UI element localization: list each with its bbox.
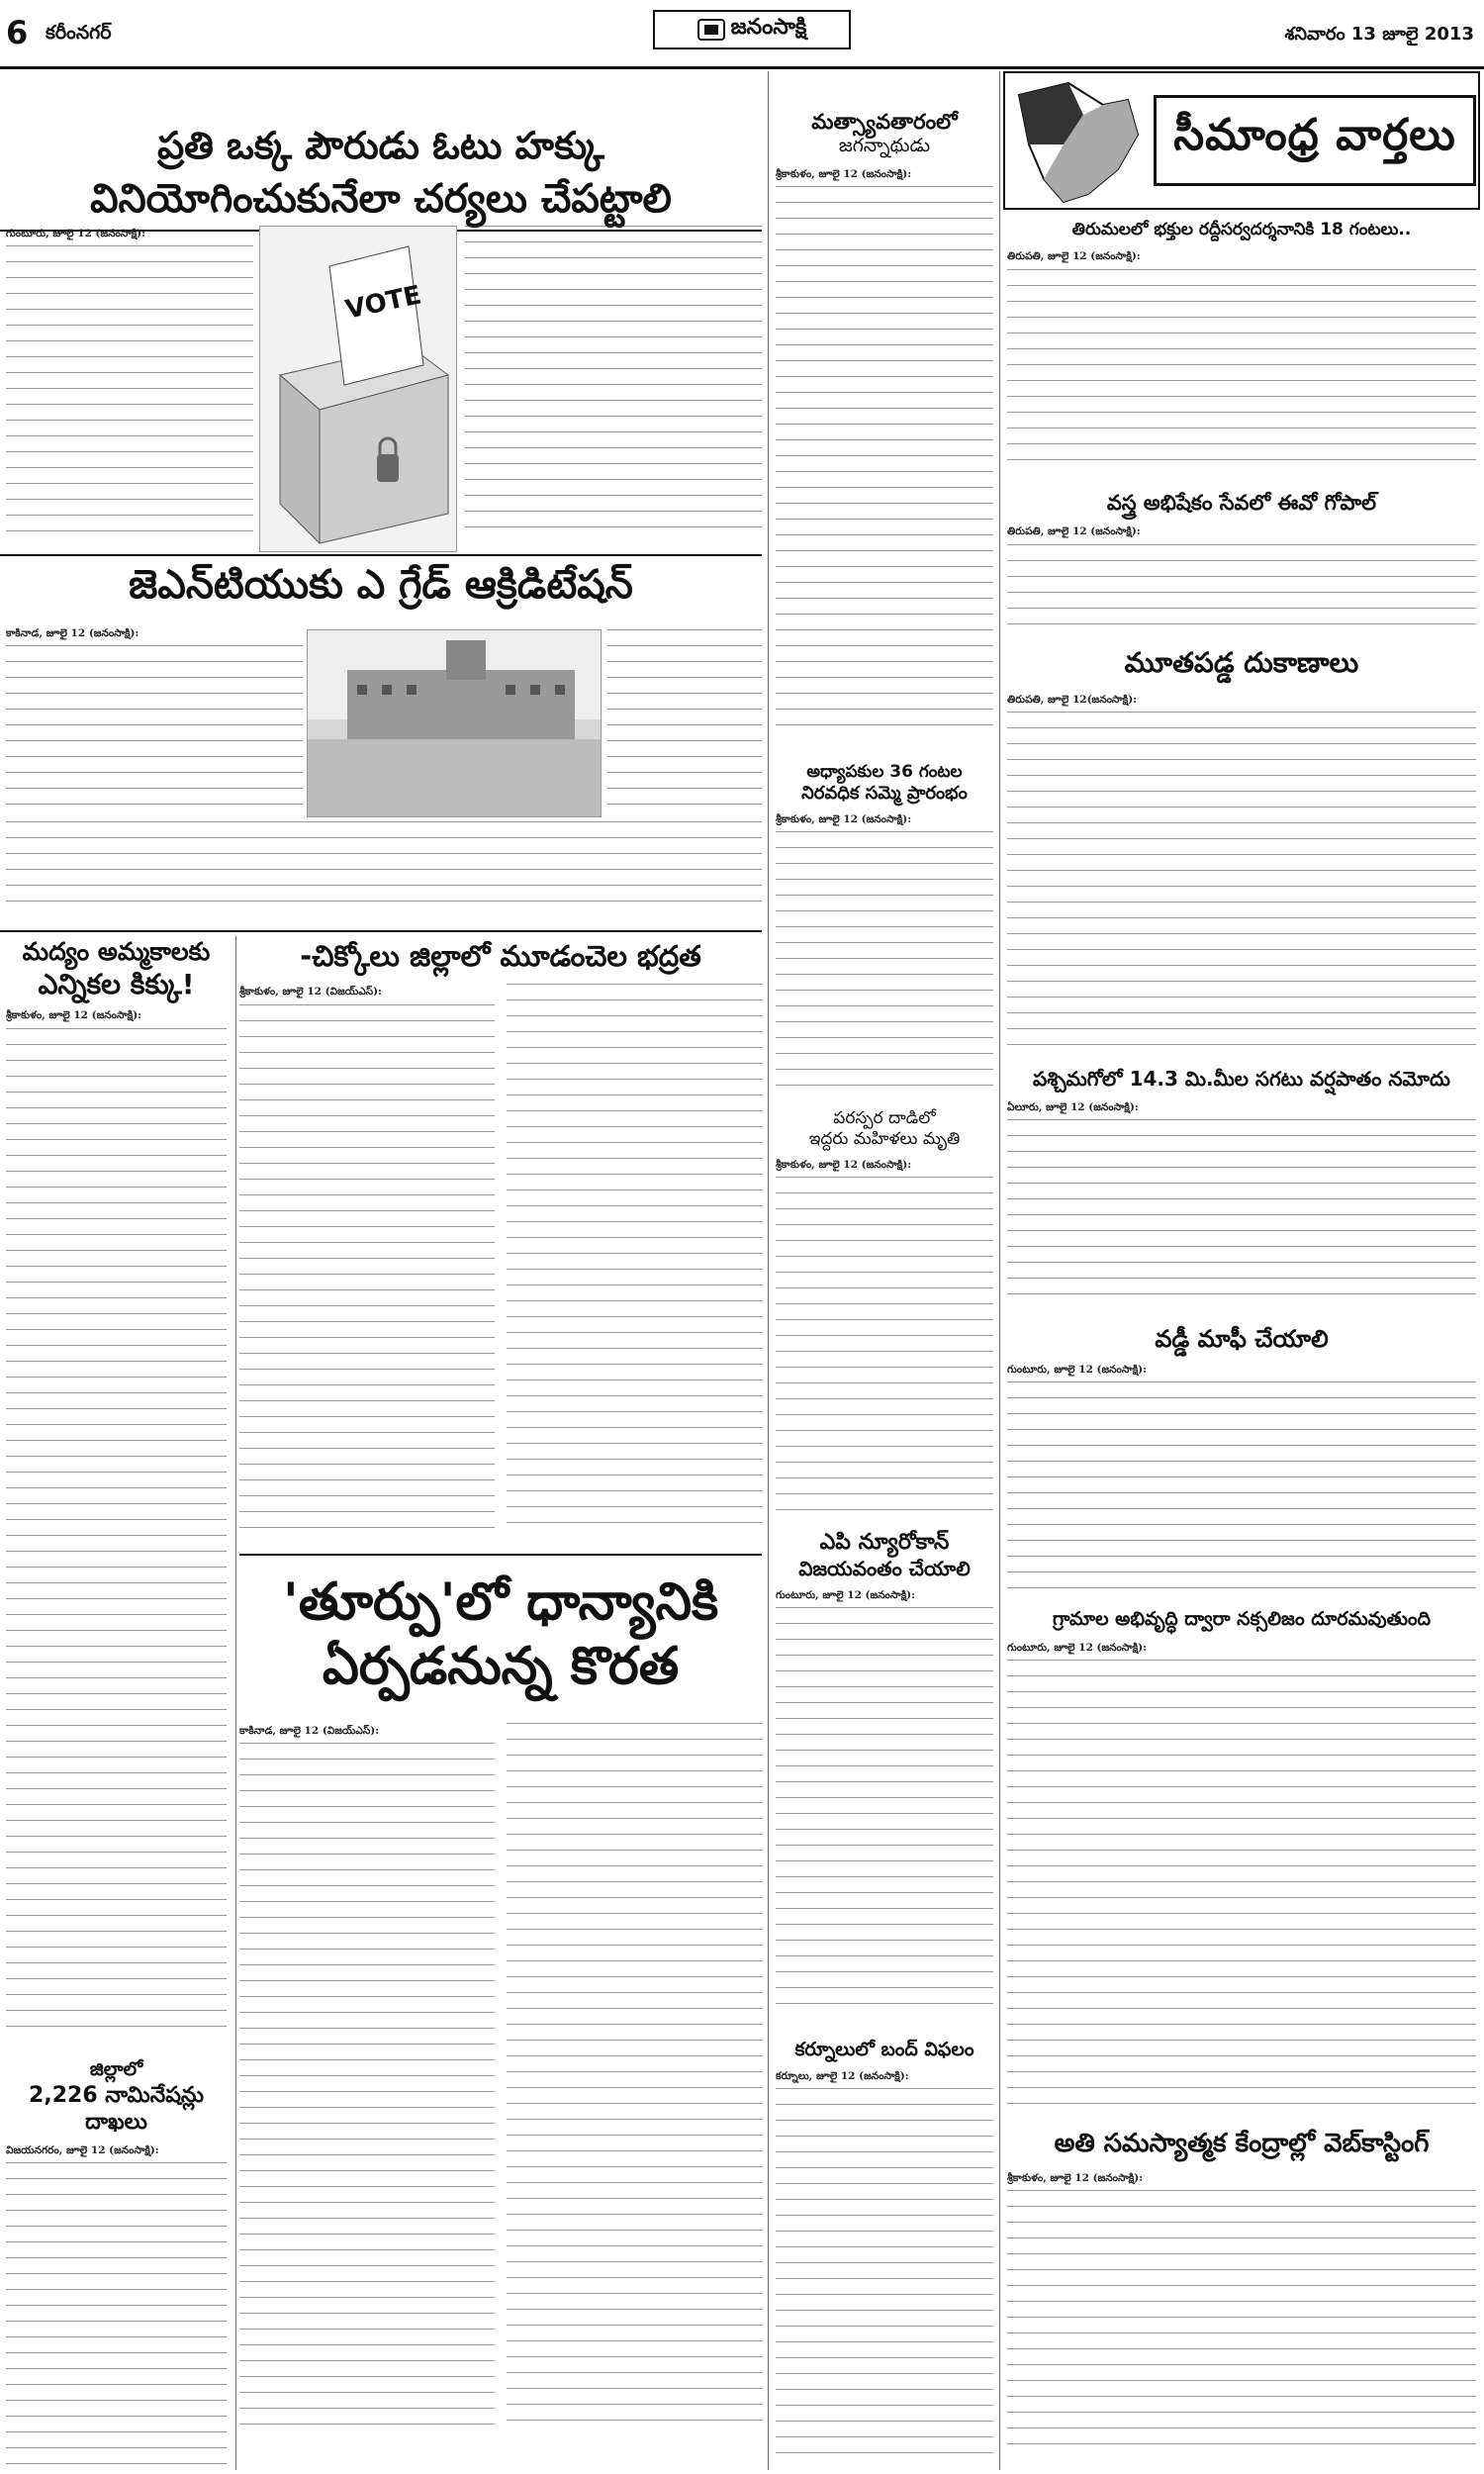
article-body xyxy=(6,1028,227,2038)
headline: వస్త్ర అభిషేకం సేవలో ఈవో గోపాల్‌ xyxy=(1106,491,1377,515)
article-body xyxy=(239,1004,495,1529)
ballot-box-icon xyxy=(260,227,457,552)
headline: జిల్లాలో xyxy=(89,2058,143,2080)
banner-title: సీమాంధ్ర వార్తలు xyxy=(1154,95,1476,186)
dateline: కర్నూలు, జూలై 12 (జనంసాక్షి): xyxy=(776,2069,909,2082)
article-webcast xyxy=(1003,2128,1480,2469)
article-body xyxy=(776,186,993,740)
headline: 2,226 నామినేషన్లు దాఖలు xyxy=(29,2082,204,2136)
dateline: గుంటూరు, జూలై 12 (జనంసాక్షి): xyxy=(1007,1364,1148,1376)
issue-date: శనివారం 13 జూలై 2013 xyxy=(1284,24,1474,45)
dateline: శ్రీకాకుళం, జూలై 12 (జనంసాక్షి): xyxy=(776,168,912,180)
article-body xyxy=(6,2162,227,2469)
ballot-box-photo xyxy=(259,226,457,552)
masthead-logo-icon xyxy=(697,19,725,41)
headline: జగన్నాథుడు xyxy=(838,135,931,157)
article-matsya xyxy=(772,109,997,752)
article-body xyxy=(1007,1381,1476,1594)
dateline: కాకినాడ, జూలై 12 (విజయ్‌ఎస్‌): xyxy=(239,1725,380,1737)
building-icon xyxy=(308,630,602,817)
dateline: శ్రీకాకుళం, జూలై 12 (జనంసాక్షి): xyxy=(6,1009,142,1022)
page-number: 6 xyxy=(6,14,29,51)
dateline: శ్రీకాకుళం, జూలై 12 (విజయ్‌ఎస్‌): xyxy=(239,986,382,999)
article-liquor xyxy=(0,936,232,2054)
article-jntu xyxy=(0,556,762,616)
article-body xyxy=(776,2088,993,2464)
article-interest xyxy=(1003,1324,1480,1601)
dateline: శ్రీకాకుళం, జూలై 12 (జనంసాక్షి): xyxy=(776,812,912,825)
headline: తిరుమలలో భక్తుల రద్దీసర్వదర్శనానికి 18 గంటలు.. xyxy=(1071,220,1412,239)
article-body xyxy=(6,821,762,916)
dateline: ఏలూరు, జూలై 12 (జనంసాక్షి): xyxy=(1007,1101,1139,1113)
article-shops xyxy=(1003,645,1480,1061)
dateline: తిరుపతి, జూలై 12 (జనంసాక్షి): xyxy=(1007,250,1141,263)
photo-label: VOTE xyxy=(342,280,424,326)
article-teachers xyxy=(772,762,997,1108)
headline: మత్స్యావతారంలో xyxy=(811,110,958,134)
headline: విజయవంతం చేయాలి xyxy=(798,1556,971,1580)
dateline: గుంటూరు, జూలై 12 (జనంసాక్షి): xyxy=(776,1588,916,1601)
section-name: కరీంనగర్ xyxy=(46,22,112,44)
headline: వినియోగించుకునేలా చర్యలు చేపట్టాలి xyxy=(0,174,762,232)
article-body xyxy=(6,245,253,542)
article-body xyxy=(1007,712,1476,1048)
page-header xyxy=(0,0,1484,69)
article-body xyxy=(776,831,993,1094)
headline: నిరవధిక సమ్మె ప్రారంభం xyxy=(801,783,968,805)
headline: గ్రామాల అభివృద్ధి ద్వారా నక్సలిజం దూరమవుతుంది xyxy=(1052,1608,1432,1630)
article-body xyxy=(776,1607,993,2013)
article-rain xyxy=(1003,1067,1480,1314)
article-body xyxy=(1007,2190,1476,2457)
headline: ప్రతి ఒక్క పౌరుడు ఓటు హక్కు xyxy=(157,124,604,167)
headline: కర్నూలులో బంద్‌ విఫలం xyxy=(794,2039,974,2060)
state-map-icon xyxy=(1009,75,1148,210)
masthead-title: జనంసాక్షి xyxy=(730,15,807,40)
article-neurocon xyxy=(772,1529,997,2024)
headline: పరస్పర దాడిలో xyxy=(833,1108,936,1128)
article-body xyxy=(1007,544,1476,633)
headline: మూతపడ్డ దుకాణాలు xyxy=(1124,646,1359,679)
article-body xyxy=(607,629,762,813)
headline: ఎపి న్యూరోకాన్‌ xyxy=(819,1530,950,1555)
article-grain xyxy=(239,1559,762,2469)
article-body xyxy=(507,984,762,1528)
dateline: తిరుపతి, జూలై 12 (జనంసాక్షి): xyxy=(1007,525,1141,538)
article-nominations xyxy=(0,2058,232,2469)
headline: ఎన్నికల కిక్కు! xyxy=(38,968,195,1001)
headline: అతి సమస్యాత్మక కేంద్రాల్లో వెబ్‌కాస్టింగ్‌ xyxy=(1054,2129,1430,2158)
headline: ఇద్దరు మహిళలు మృతి xyxy=(808,1129,961,1150)
headline: -చిక్కోలు జిల్లాలో మూడంచెల భద్రత xyxy=(300,939,701,973)
headline: పశ్చిమగోలో 14.3 మి.మీల సగటు వర్షపాతం నమోదు xyxy=(1033,1067,1450,1091)
article-chikkolu xyxy=(239,936,762,1550)
article-body xyxy=(6,645,303,819)
headline: మద్యం అమ్మకాలకు xyxy=(22,937,211,966)
article-body xyxy=(1007,1660,1476,2105)
dateline: తిరుపతి, జూలై 12(జనంసాక్షి): xyxy=(1007,694,1138,706)
headline: ఏర్పడనున్న కొరత xyxy=(322,1637,680,1696)
dateline: కాకినాడ, జూలై 12 (జనంసాక్షి): xyxy=(6,627,139,639)
masthead xyxy=(653,10,851,49)
article-body xyxy=(507,1723,762,2435)
article-body xyxy=(465,226,762,542)
headline: అధ్యాపకుల 36 గంటల xyxy=(806,762,963,782)
article-body xyxy=(776,1177,993,1513)
article-body xyxy=(1007,1119,1476,1307)
headline: జెఎన్‌టియుకు ఎ గ్రేడ్‌ ఆక్రిడిటేషన్‌ xyxy=(129,562,633,608)
headline: 'తూర్పు'లో ధాన్యానికి xyxy=(282,1572,719,1632)
article-naxal xyxy=(1003,1608,1480,2123)
dateline: విజయనగరం, జూలై 12 (జనంసాక్షి): xyxy=(6,2143,159,2156)
dateline: గుంటూరు, జూలై 12 (జనంసాక్షి): xyxy=(6,228,146,239)
article-vastra xyxy=(1003,490,1480,638)
article-body xyxy=(1007,269,1476,467)
dateline: శ్రీకాకుళం, జూలై 12 (జనంసాక్షి): xyxy=(776,1158,912,1171)
article-clash xyxy=(772,1108,997,1524)
headline: వడ్డీ మాఫీ చేయాలి xyxy=(1155,1325,1329,1353)
article-tirumala xyxy=(1003,220,1480,487)
article-kurnool xyxy=(772,2039,997,2469)
seemandhra-banner xyxy=(1003,71,1480,210)
article-body xyxy=(239,1743,495,2435)
dateline: గుంటూరు, జూలై 12 (జనంసాక్షి): xyxy=(1007,1641,1148,1654)
dateline: శ్రీకాకుళం, జూలై 12 (జనంసాక్షి): xyxy=(1007,2171,1144,2184)
campus-building-photo xyxy=(307,629,602,817)
